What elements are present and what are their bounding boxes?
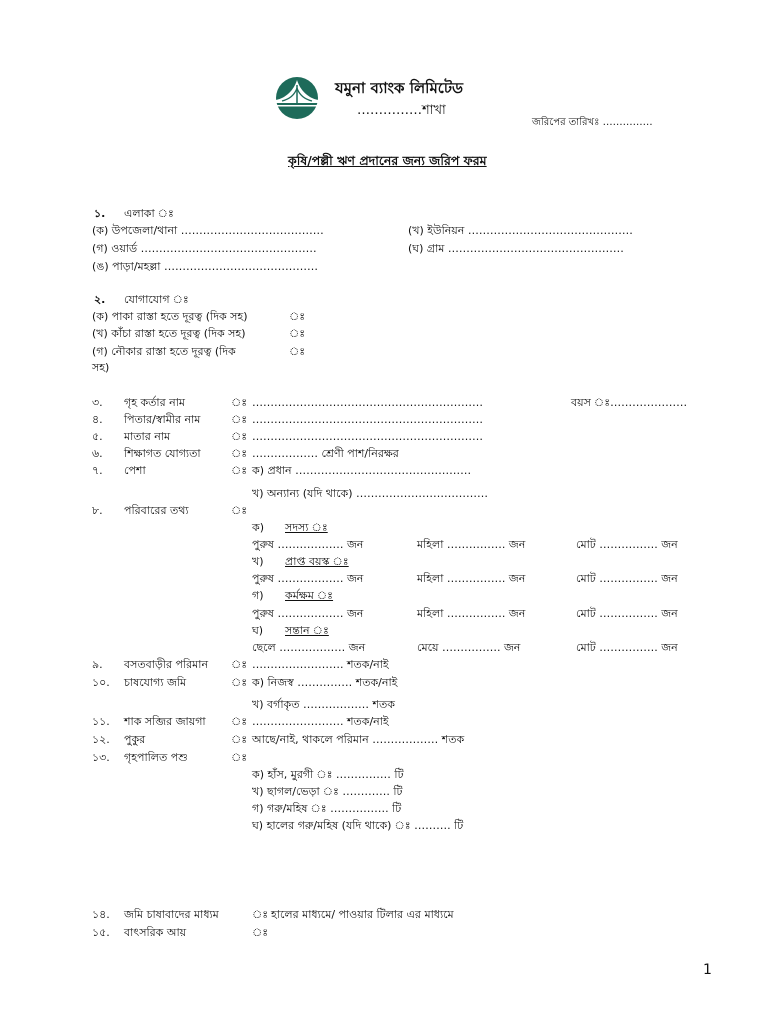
workers-total: মোট ……………. জন (576, 607, 678, 620)
row-6-number: ৬. (92, 447, 103, 460)
bank-name: যমুনা ব্যাংক লিমিটেড (335, 79, 464, 97)
boat-route-distance: (গ) নৌকার রাস্তা হতে দূরত্ব (দিক (92, 345, 236, 358)
colon: ঃ (289, 327, 306, 340)
other-occupation-field: খ) অন্যান্য (যদি থাকে) ……………………………… (252, 487, 489, 500)
head-name-field: ……………………………………………………… (252, 396, 483, 409)
mud-road-distance: (খ) কাঁচা রাস্তা হতে দূরত্ব (দিক সহ) (92, 327, 246, 340)
workers-male: পুরুষ ……………… জন (252, 607, 364, 620)
para-field: (ঙ) পাড়া/মহল্লা …………………………………… (92, 260, 318, 273)
colon: ঃ (231, 504, 248, 517)
bank-logo (272, 76, 322, 120)
homestead-area-field: ……………………. শতক/নাই (252, 658, 389, 671)
colon: ঃ (289, 345, 306, 358)
row-14-label: জমি চাষাবাদের মাধ্যম (124, 908, 219, 921)
village-field: (ঘ) গ্রাম ………………………………………… (408, 242, 624, 255)
row-4-label: পিতার/স্বামীর নাম (124, 413, 201, 426)
adults-prefix: খ) (252, 555, 264, 568)
age-field: বয়স ঃ………………… (571, 396, 688, 409)
children-sons: ছেলে ……………… জন (252, 641, 366, 654)
row-9-number: ৯. (92, 658, 103, 671)
colon: ঃ (252, 926, 269, 939)
row-15-number: ১৫. (92, 926, 110, 939)
colon: ঃ (289, 310, 306, 323)
row-8-label: পরিবারের তথ্য (124, 504, 189, 517)
union-field: (খ) ইউনিয়ন ……………………………………… (408, 224, 633, 237)
children-prefix: ঘ) (252, 624, 264, 637)
adults-male: পুরুষ ……………… জন (252, 572, 364, 585)
own-land-field: ক) নিজস্ব …………… শতক/নাই (252, 676, 398, 689)
boat-route-distance-cont: সহ) (92, 361, 110, 374)
row-4-number: ৪. (92, 413, 103, 426)
colon: ঃ (231, 733, 248, 746)
colon: ঃ (231, 430, 248, 443)
members-female: মহিলা ……………. জন (417, 538, 526, 551)
upazila-field: (ক) উপজেলা/থানা ………………………………… (92, 224, 324, 237)
workers-prefix: গ) (252, 589, 264, 602)
row-10-label: চাষযোগ্য জমি (124, 676, 187, 689)
row-13-label: গৃহপালিত পশু (124, 751, 188, 764)
colon: ঃ (231, 447, 248, 460)
section-1-label: এলাকা ঃ (124, 207, 174, 220)
row-5-label: মাতার নাম (124, 430, 171, 443)
row-12-number: ১২. (92, 733, 110, 746)
ward-field: (গ) ওয়ার্ড ………………………………………… (92, 242, 317, 255)
colon: ঃ (231, 464, 248, 477)
pond-field: আছে/নাই, থাকলে পরিমান ……………… শতক (252, 733, 465, 746)
sharecropped-land-field: খ) বর্গাকৃত ……………… শতক (252, 698, 395, 711)
section-2-number: ২. (94, 293, 106, 306)
section-1-number: ১. (94, 207, 106, 220)
colon: ঃ (231, 715, 248, 728)
adults-title: প্রাপ্ত বয়স্ক ঃ (285, 555, 349, 568)
workers-title: কর্মক্ষম ঃ (285, 589, 334, 602)
colon: ঃ (231, 413, 248, 426)
row-14-number: ১৪. (92, 908, 110, 921)
form-title: কৃষি/পল্লী ঋণ প্রদানের জন্য জরিপ ফরম (288, 153, 487, 168)
branch-field: ……………শাখা (357, 103, 446, 118)
father-husband-name-field: ……………………………………………………… (252, 413, 483, 426)
members-prefix: ক) (252, 521, 264, 534)
cattle-buffalo-field: গ) গরু/মহিষ ঃ ……………. টি (252, 802, 402, 815)
row-15-label: বাৎসরিক আয় (124, 926, 187, 939)
members-male: পুরুষ ……………… জন (252, 538, 364, 551)
children-daughters: মেয়ে ……………. জন (417, 641, 521, 654)
row-11-label: শাক সব্জির জায়গা (124, 715, 206, 728)
colon: ঃ (231, 676, 248, 689)
main-occupation-field: ক) প্রধান ………………………………………… (252, 464, 472, 477)
row-7-number: ৭. (92, 464, 103, 477)
adults-female: মহিলা ……………. জন (417, 572, 526, 585)
cultivation-method-field: হালের মাধ্যমে/ পাওয়ার টিলার এর মাধ্যমে (271, 908, 454, 921)
row-10-number: ১০. (92, 676, 110, 689)
members-title: সদস্য ঃ (285, 521, 328, 534)
children-title: সন্তান ঃ (285, 624, 329, 637)
poultry-field: ক) হাঁস, মুরগী ঃ …………… টি (252, 768, 404, 781)
colon: ঃ (231, 751, 248, 764)
row-3-label: গৃহ কর্তার নাম (124, 396, 186, 409)
row-6-label: শিক্ষাগত যোগ্যতা (124, 447, 201, 460)
row-3-number: ৩. (92, 396, 103, 409)
members-total: মোট ……………. জন (576, 538, 678, 551)
colon: ঃ (231, 658, 248, 671)
education-field: ……………… শ্রেণী পাশ/নিরক্ষর (252, 447, 399, 460)
row-12-label: পুকুর (124, 733, 146, 746)
colon: ঃ (231, 396, 248, 409)
row-8-number: ৮. (92, 504, 103, 517)
mother-name-field: ……………………………………………………… (252, 430, 483, 443)
colon: ঃ (252, 908, 269, 921)
goat-sheep-field: খ) ছাগল/ভেড়া ঃ …………. টি (252, 785, 403, 798)
row-7-label: পেশা (124, 464, 146, 477)
section-2-label: যোগাযোগ ঃ (124, 293, 189, 306)
adults-total: মোট ……………. জন (576, 572, 678, 585)
workers-female: মহিলা ……………. জন (417, 607, 526, 620)
page-number: 1 (703, 962, 712, 978)
children-total: মোট ……………. জন (576, 641, 678, 654)
row-11-number: ১১. (92, 715, 110, 728)
vegetable-area-field: ……………………. শতক/নাই (252, 715, 389, 728)
paved-road-distance: (ক) পাকা রাস্তা হতে দূরত্ব (দিক সহ) (92, 310, 248, 323)
survey-date-field: জরিপের তারিখঃ …………… (532, 117, 653, 128)
row-13-number: ১৩. (92, 751, 110, 764)
plough-cattle-field: ঘ) হালের গরু/মহিষ (যদি থাকে) ঃ ………. টি (252, 819, 464, 832)
row-9-label: বসতবাড়ীর পরিমান (124, 658, 209, 671)
row-5-number: ৫. (92, 430, 103, 443)
